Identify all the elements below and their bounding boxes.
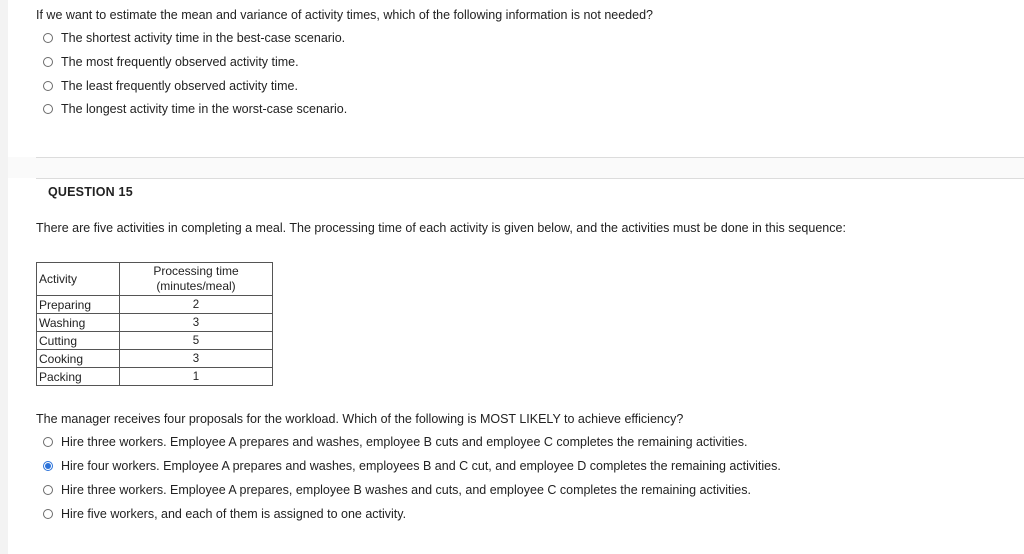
q14-option-2[interactable] [43, 55, 299, 69]
time-cell: 3 [120, 350, 273, 368]
radio-button[interactable] [43, 104, 53, 114]
table-row [37, 332, 273, 350]
activity-cell: Packing [37, 368, 120, 386]
question-15-intro: There are five activities in completing a meal. The processing time of each activity is given below, and the activities must be done in this sequence: [36, 221, 846, 235]
processing-time-column-header [120, 263, 273, 296]
time-cell: 5 [120, 332, 273, 350]
q14-option-4[interactable] [43, 102, 347, 116]
option-label: Hire three workers. Employee A prepares and washes, employee B cuts and employee C completes the remaining activities. [61, 435, 748, 449]
activity-cell: Preparing [37, 296, 120, 314]
activity-cell: Washing [37, 314, 120, 332]
radio-button[interactable] [43, 57, 53, 67]
table-header-row [37, 263, 273, 296]
section-separator [8, 157, 1024, 178]
q14-option-3[interactable] [43, 79, 298, 93]
activity-column-header: Activity [37, 263, 120, 296]
question-14-prompt: If we want to estimate the mean and variance of activity times, which of the following information is not needed? [36, 8, 653, 22]
radio-button[interactable] [43, 33, 53, 43]
question-15-prompt: The manager receives four proposals for the workload. Which of the following is MOST LIKELY to achieve efficiency? [36, 412, 684, 426]
option-label: The longest activity time in the worst-case scenario. [61, 102, 348, 116]
q15-option-4[interactable] [43, 507, 406, 521]
option-label: The most frequently observed activity time. [61, 55, 299, 69]
radio-button[interactable] [43, 485, 53, 495]
radio-button[interactable] [43, 509, 53, 519]
left-margin-strip [0, 0, 8, 554]
header-line-2: (minutes/meal) [156, 279, 236, 293]
radio-button-selected[interactable] [43, 461, 53, 471]
table-row [37, 314, 273, 332]
table-row [37, 296, 273, 314]
time-cell: 1 [120, 368, 273, 386]
header-line-1: Processing time [153, 264, 239, 278]
time-cell: 2 [120, 296, 273, 314]
table-row [37, 368, 273, 386]
divider-top [36, 157, 1024, 158]
q15-option-2[interactable] [43, 459, 781, 473]
activity-table [36, 262, 273, 386]
q15-option-3[interactable] [43, 483, 751, 497]
option-label: The least frequently observed activity time. [61, 79, 298, 93]
radio-button[interactable] [43, 81, 53, 91]
option-label: Hire four workers. Employee A prepares and washes, employees B and C cut, and employee D completes the remaining activities. [61, 459, 781, 473]
divider-bottom [36, 178, 1024, 179]
q15-option-1[interactable] [43, 435, 747, 449]
q14-option-1[interactable] [43, 31, 345, 45]
option-label: The shortest activity time in the best-case scenario. [61, 31, 346, 45]
activity-cell: Cutting [37, 332, 120, 350]
radio-button[interactable] [43, 437, 53, 447]
time-cell: 3 [120, 314, 273, 332]
option-label: Hire three workers. Employee A prepares, employee B washes and cuts, and employee C completes the remaining activities. [61, 483, 751, 497]
table-row [37, 350, 273, 368]
question-15-header: QUESTION 15 [48, 185, 133, 199]
option-label: Hire five workers, and each of them is assigned to one activity. [61, 507, 407, 521]
activity-cell: Cooking [37, 350, 120, 368]
